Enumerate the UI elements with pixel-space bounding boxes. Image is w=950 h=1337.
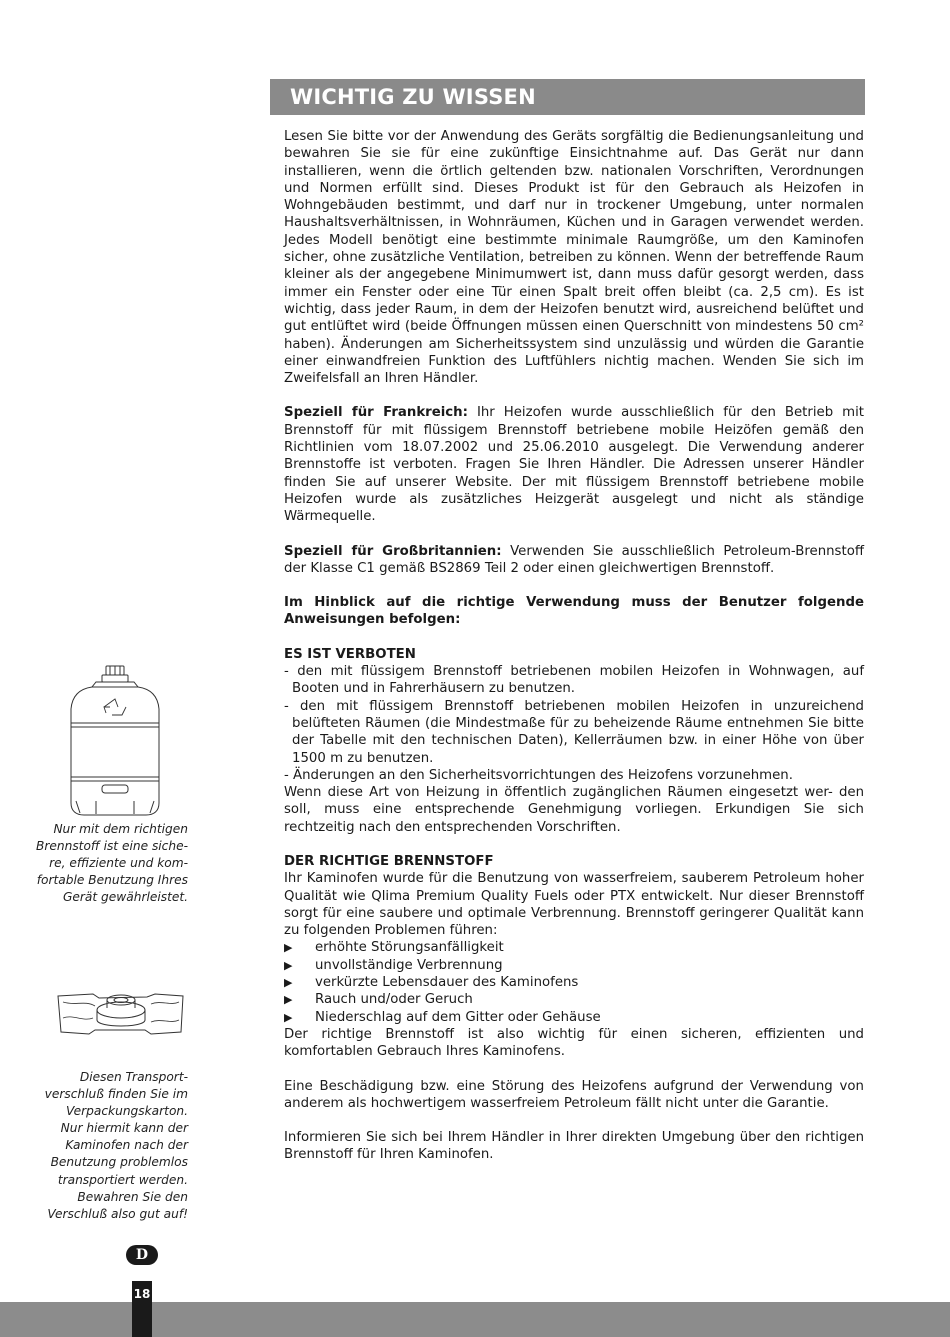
bullet-arrow-icon: ▶: [284, 993, 293, 1007]
page-number-box: [132, 1281, 152, 1337]
caption-line: Bewahren Sie den: [77, 1189, 188, 1204]
forbidden-heading: ES IST VERBOTEN: [284, 646, 416, 662]
fuel-bullet-item: [284, 991, 864, 1008]
transport-cap-illustration: [55, 988, 187, 1038]
caption-line: fortable Benutzung Ihres: [36, 873, 188, 888]
language-badge: D: [126, 1245, 158, 1265]
caption-line: Benutzung problemlos: [50, 1155, 188, 1170]
main-text-column: [284, 128, 864, 1164]
fuel-bullet-item: [284, 939, 864, 956]
uk-text: Verwenden Sie ausschließlich Petroleum-Brennstoff der Klasse C1 gemäß BS2869 Teil 2 oder einen gleichwertigen Brennstoff.: [284, 543, 864, 576]
france-label: Speziell für Frankreich:: [284, 405, 468, 421]
fuel-bullet-text: unvollständige Verbrennung: [315, 957, 503, 973]
fuel-bullet-text: Niederschlag auf dem Gitter oder Gehäuse: [315, 1009, 601, 1025]
usage-heading: Im Hinblick auf die richtige Verwendung muss der Benutzer folgende Anweisungen befolgen:: [284, 595, 864, 628]
uk-label: Speziell für Großbritannien:: [284, 543, 502, 559]
dealer-paragraph: Informieren Sie sich bei Ihrem Händler in Ihrer direkten Umgebung über den richtigen Brennstoff für Ihren Kaminofen.: [284, 1130, 864, 1163]
caption-line: re, effiziente und kom-: [49, 856, 188, 871]
caption-line: Kaminofen nach der: [65, 1138, 188, 1153]
forbidden-note: Wenn diese Art von Heizung in öffentlich zugänglichen Räumen eingesetzt wer- den soll, muss eine entsprechende Genehmigung vorliegen. Erkundigen Sie sich rechtzeitig nach den entsprechenden Vorschriften.: [284, 785, 864, 835]
bullet-arrow-icon: ▶: [284, 941, 293, 955]
forbidden-item: - den mit flüssigem Brennstoff betriebenen mobilen Heizofen in unzureichend belüfteten Räumen (die Mindestmaße für zu beheizende Räume entnehmen Sie bitte der Tabelle mit den technischen Daten), Kellerräumen bzw. in einer Höhe von über 1500 m zu benutzen.: [284, 698, 864, 766]
bottle-caption: [36, 821, 188, 906]
uk-paragraph: [284, 543, 864, 578]
caption-line: transportiert werden.: [57, 1172, 188, 1187]
fuel-paragraph: Ihr Kaminofen wurde für die Benutzung von wasserfreiem, sauberem Petroleum hoher Qualität wie Qlima Premium Quality Fuels oder PTX entwickelt. Nur dieser Brennstoff sorgt für eine saubere und optimale Verbrennung. Brennstoff geringerer Qualität kann zu folgenden Problemen führen:: [284, 871, 864, 939]
caption-line: verschluß finden Sie im: [44, 1087, 188, 1102]
france-text: Ihr Heizofen wurde ausschließlich für den Betrieb mit Brennstoff für mit flüssigem Brennstoff betriebene mobile Heizöfen gemäß den Richtlinien vom 18.07.2002 und 25.06.2010 ausgelegt. Die Verwendung anderer Brennstoffe ist verboten. Fragen Sie Ihren Händler. Die Adressen unserer Händler finden Sie auf unserer Website. Der mit flüssigem Brennstoff betriebene mobile Heizofen wurde als zusätzliches Heizgerät ausgelegt und nicht als ständige Wärmequelle.: [284, 405, 864, 525]
fuel-bottle-illustration: [66, 663, 164, 818]
caption-line: Gerät gewährleistet.: [62, 890, 188, 905]
caption-line: Nur hiermit kann der: [60, 1121, 188, 1136]
page-number: 18: [133, 1287, 151, 1301]
caption-line: Verpackungskarton.: [66, 1104, 188, 1119]
section-title: WICHTIG ZU WISSEN: [290, 85, 536, 109]
caption-line: Verschluß also gut auf!: [47, 1206, 188, 1221]
bullet-arrow-icon: ▶: [284, 1010, 293, 1024]
section-header-bar: [270, 79, 865, 115]
bullet-arrow-icon: ▶: [284, 976, 293, 990]
forbidden-item: - den mit flüssigem Brennstoff betriebenen mobilen Heizofen in Wohnwagen, auf Booten und in Fahrerhäusern zu benutzen.: [284, 664, 864, 697]
fuel-bullet-text: erhöhte Störungsanfälligkeit: [315, 940, 504, 956]
cap-caption: [45, 1069, 188, 1223]
warranty-paragraph: Eine Beschädigung bzw. eine Störung des Heizofens aufgrund der Verwendung von anderem als hochwertigem wasserfreiem Petroleum fällt nicht unter die Garantie.: [284, 1078, 864, 1111]
fuel-bullet-text: Rauch und/oder Geruch: [315, 992, 473, 1008]
bullet-arrow-icon: ▶: [284, 958, 293, 972]
fuel-bullet-text: verkürzte Lebensdauer des Kaminofens: [315, 975, 579, 991]
caption-line: Brennstoff ist eine siche-: [36, 839, 188, 854]
intro-paragraph: Lesen Sie bitte vor der Anwendung des Geräts sorgfältig die Bedienungsanleitung und bewahren Sie sie für eine zukünftige Einsichtnahme auf. Das Gerät nur dann installieren, wenn die örtlich geltenden bzw. nationalen Vorschriften, Verordnungen und Normen erfüllt sind. Dieses Produkt ist für den Gebrauch als Heizofen in Wohngebäuden bestimmt, und darf nur in trockener Umgebung, unter normalen Haushaltsverhältnissen, in Wohnräumen, Küchen und in Garagen verwendet werden. Jedes Modell benötigt eine bestimmte minimale Raumgröße, um den Kaminofen sicher, ohne zusätzliche Ventilation, betreiben zu können. Wenn der betreffende Raum kleiner als der angegebene Minimumwert ist, dann muss dafür gesorgt werden, dass immer ein Fenster oder eine Tür einen Spalt breit offen bleibt (ca. 2,5 cm). Es ist wichtig, dass jeder Raum, in dem der Heizofen benutzt wird, ausreichend belüftet und gut entlüftet wird (beide Öffnungen müssen einen Querschnitt von mindestens 50 cm² haben). Änderungen am Sicherheitssystem sind unzulässig und würden die Garantie einer einwandfreien Funktion des Luftfühlers nichtig machen. Wenden Sie sich im Zweifelsfall an Ihren Händler.: [284, 129, 864, 387]
fuel-bullet-item: [284, 1009, 864, 1026]
fuel-bullet-item: [284, 974, 864, 991]
caption-line: Diesen Transport-: [79, 1070, 188, 1084]
caption-line: Nur mit dem richtigen: [53, 822, 188, 836]
forbidden-item: - Änderungen an den Sicherheitsvorrichtungen des Heizofens vorzunehmen.: [284, 767, 793, 783]
france-paragraph: [284, 404, 864, 525]
fuel-heading: DER RICHTIGE BRENNSTOFF: [284, 853, 494, 869]
fuel-bullet-item: [284, 957, 864, 974]
fuel-after-paragraph: Der richtige Brennstoff ist also wichtig für einen sicheren, effizienten und komfortablen Gebrauch Ihres Kaminofens.: [284, 1026, 864, 1060]
